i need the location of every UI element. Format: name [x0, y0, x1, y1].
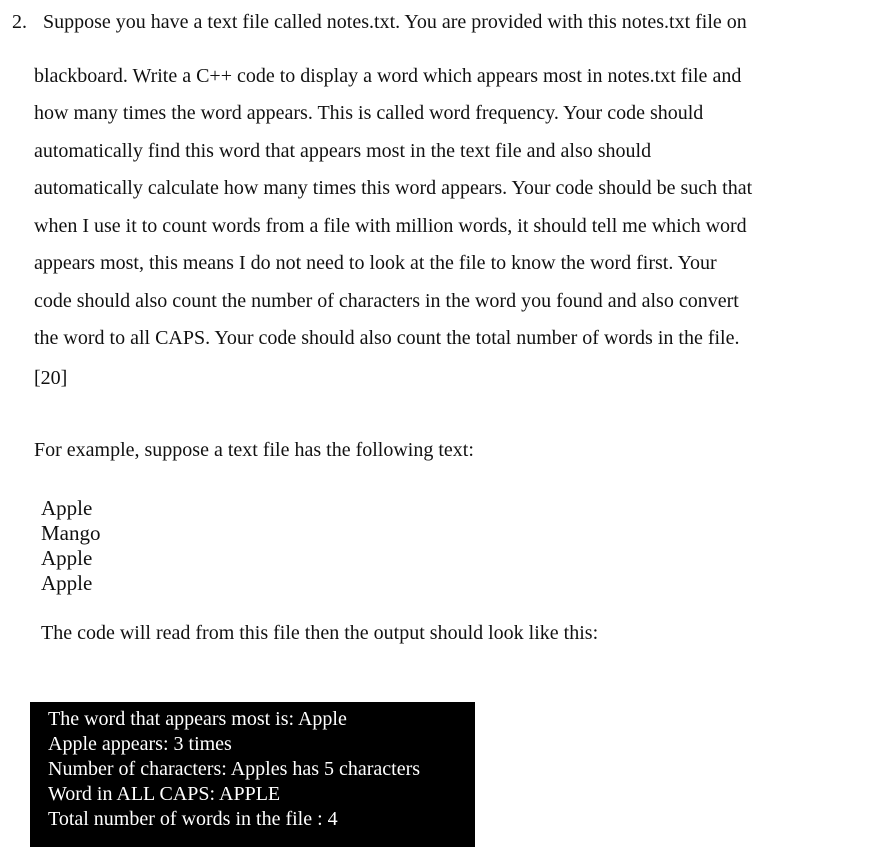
question-line-9: the word to all CAPS. Your code should also count the total number of words in the file. — [34, 327, 740, 349]
question-line-8: code should also count the number of characters in the word you found and also convert — [34, 290, 739, 312]
console-line: Total number of words in the file : 4 — [48, 808, 338, 830]
console-line: The word that appears most is: Apple — [48, 708, 347, 730]
question-first-line — [12, 8, 747, 36]
question-line-6: when I use it to count words from a file with million words, it should tell me which word — [34, 215, 747, 237]
question-line-5: automatically calculate how many times this word appears. Your code should be such that — [34, 177, 753, 199]
question-line-2: blackboard. Write a C++ code to display a word which appears most in notes.txt file and — [34, 65, 742, 87]
console-output — [30, 702, 475, 847]
file-line: Apple — [41, 571, 93, 595]
question-line-4: automatically find this word that appears most in the text file and also should — [34, 140, 652, 162]
console-line: Apple appears: 3 times — [48, 733, 232, 755]
question-marks: [20] — [34, 367, 68, 389]
example-intro: For example, suppose a text file has the following text: — [34, 439, 474, 461]
question-line-7: appears most, this means I do not need to look at the file to know the word first. Your — [34, 252, 717, 274]
output-intro: The code will read from this file then the output should look like this: — [41, 622, 599, 644]
question-line-1: Suppose you have a text file called notes.txt. You are provided with this notes.txt file on — [43, 11, 747, 33]
question-line-3: how many times the word appears. This is called word frequency. Your code should — [34, 102, 704, 124]
console-line: Word in ALL CAPS: APPLE — [48, 783, 281, 805]
file-line: Apple — [41, 496, 93, 520]
console-line: Number of characters: Apples has 5 characters — [48, 758, 421, 780]
example-file-contents — [41, 496, 101, 596]
file-line: Mango — [41, 521, 101, 545]
file-line: Apple — [41, 546, 93, 570]
question-number: 2. — [12, 11, 27, 33]
